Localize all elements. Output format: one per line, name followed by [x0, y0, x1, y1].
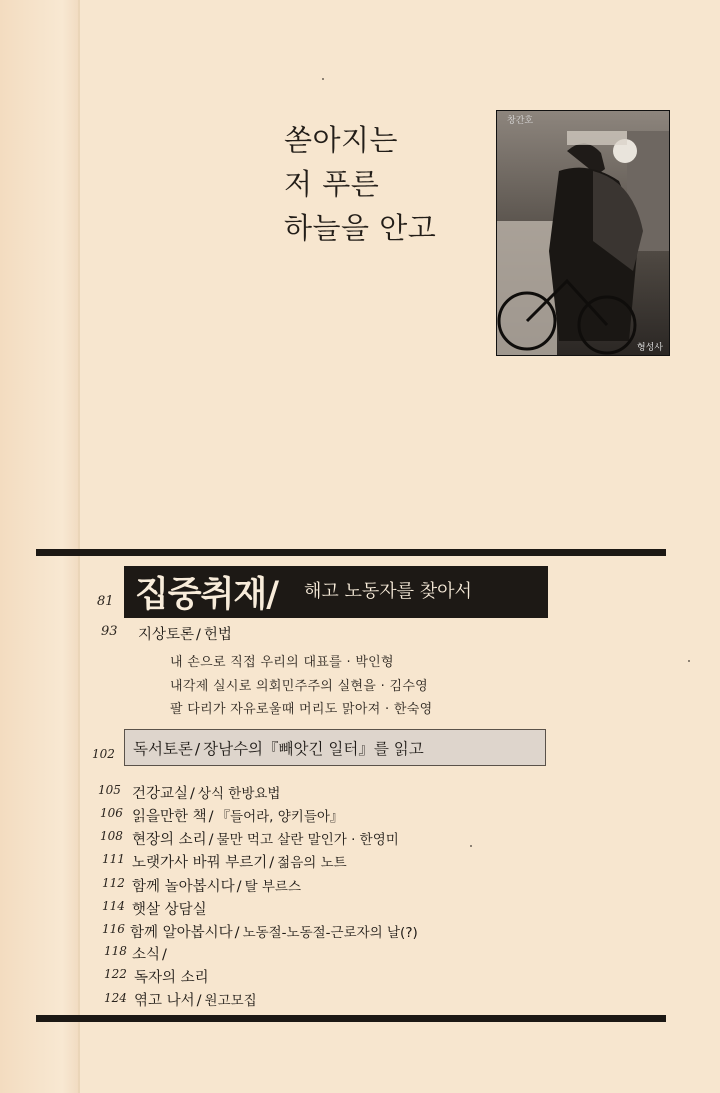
item-subtitle: 젊음의 노트: [277, 855, 347, 871]
item-title: 엮고 나서: [134, 993, 195, 1009]
item-page-number: 118: [104, 944, 127, 958]
debate-topic: 헌법: [203, 627, 232, 643]
debate-title: 지상토론: [138, 627, 195, 643]
toc-entry[interactable]: [134, 966, 209, 987]
item-page-number: 106: [100, 806, 123, 820]
toc-entry[interactable]: 노랫가사 바꿔 부르기 / 젊음의 노트: [132, 855, 347, 871]
debate-essay[interactable]: 팔 다리가 자유로울때 머리도 맑아져 · 한숙영: [170, 702, 433, 717]
poem-line: 저 푸른: [284, 167, 380, 201]
item-page-number: 105: [98, 783, 121, 797]
toc-entry[interactable]: 읽을만한 책 / 『들어라, 양키들아』: [132, 809, 344, 825]
toc-entry[interactable]: 함께 놀아봅시다 / 탈 부르스: [132, 879, 302, 895]
item-page-number: 111: [102, 852, 125, 866]
cover-issue-label: 창간호: [507, 116, 534, 126]
feature-title: 집중취재/: [135, 575, 279, 615]
item-title: 소식: [132, 947, 161, 963]
item-page-number: 114: [102, 899, 125, 913]
item-page-number: 122: [104, 967, 127, 981]
toc-entry[interactable]: 소식 /: [132, 947, 167, 963]
item-title: 독자의 소리: [134, 970, 209, 986]
feature-page-number: 81: [97, 594, 114, 609]
reading-banner[interactable]: [124, 729, 546, 766]
item-title: 건강교실: [132, 786, 189, 802]
item-title: 함께 알아봅시다: [130, 925, 233, 941]
reading-topic: 장남수의『빼앗긴 일터』를 읽고: [203, 740, 424, 758]
top-divider-rule: [36, 549, 666, 556]
paper-speck: [470, 845, 472, 847]
poem-line: 하늘을 안고: [284, 211, 437, 245]
item-page-number: 108: [100, 829, 123, 843]
item-title: 읽을만한 책: [132, 809, 207, 825]
toc-entry[interactable]: 건강교실 / 상식 한방요법: [132, 786, 281, 802]
item-title: 햇살 상담실: [132, 902, 207, 918]
paper-speck: [688, 660, 690, 662]
item-title: 현장의 소리: [132, 832, 207, 848]
item-page-number: 124: [104, 991, 127, 1005]
cover-publisher: 형성사: [636, 343, 663, 353]
feature-banner[interactable]: [124, 566, 548, 618]
item-subtitle: 원고모집: [204, 993, 257, 1009]
item-subtitle: 노동절-노동절-근로자의 날(?): [242, 925, 418, 941]
debate-essay[interactable]: 내 손으로 직접 우리의 대표를 · 박인형: [170, 655, 394, 670]
item-page-number: 116: [102, 922, 125, 936]
item-title: 함께 놀아봅시다: [132, 879, 235, 895]
item-title: 노랫가사 바꿔 부르기: [132, 855, 268, 871]
toc-entry-reading: 독서토론 / 장남수의『빼앗긴 일터』를 읽고: [133, 740, 424, 758]
item-page-number: 112: [102, 876, 125, 890]
page-gutter: [0, 0, 78, 1093]
debate-page-number: 93: [101, 624, 118, 639]
item-subtitle: 『들어라, 양키들아』: [216, 809, 344, 825]
paper-speck: [322, 78, 324, 80]
toc-entry[interactable]: [132, 898, 207, 919]
item-subtitle: 상식 한방요법: [197, 786, 281, 802]
poem-line: 쏟아지는: [284, 123, 399, 157]
toc-entry[interactable]: 현장의 소리 / 물만 먹고 살란 말인가 · 한영미: [132, 832, 399, 848]
toc-entry[interactable]: 엮고 나서 / 원고모집: [134, 993, 257, 1009]
bottom-divider-rule: [36, 1015, 666, 1022]
feature-subtitle: 해고 노동자를 찾아서: [304, 581, 472, 602]
reading-page-number: 102: [92, 747, 115, 761]
gutter-fold-line: [78, 0, 80, 1093]
cover-photo: [496, 110, 670, 356]
toc-entry-debate[interactable]: 지상토론 / 헌법: [138, 627, 232, 643]
debate-essay[interactable]: 내각제 실시로 의회민주주의 실현을 · 김수영: [170, 679, 429, 694]
reading-title: 독서토론: [133, 740, 193, 758]
item-subtitle: 탈 부르스: [244, 879, 302, 895]
cover-photo-illustration: [497, 111, 669, 355]
item-subtitle: 물만 먹고 살란 말인가 · 한영미: [216, 832, 399, 848]
poem-text: [284, 118, 436, 250]
toc-entry[interactable]: 함께 알아봅시다 / 노동절-노동절-근로자의 날(?): [130, 925, 418, 941]
